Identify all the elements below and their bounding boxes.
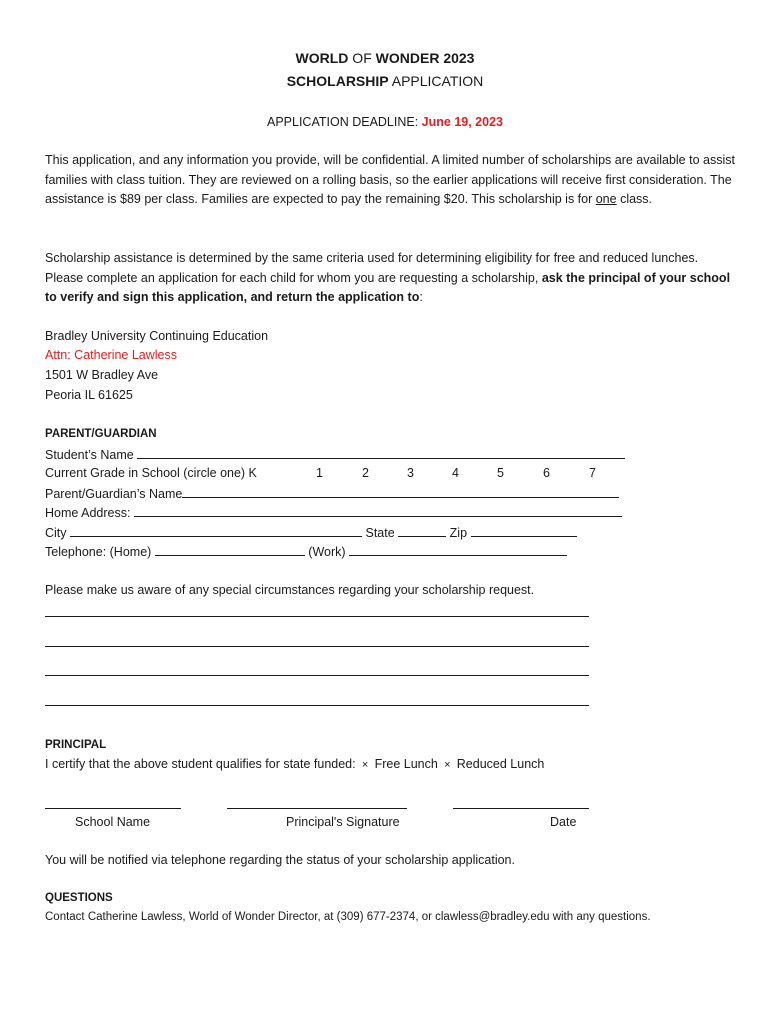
city-label: City xyxy=(45,526,67,540)
state-label: State xyxy=(365,526,395,540)
school-name-label: School Name xyxy=(75,815,151,829)
certify-row xyxy=(45,757,544,771)
school-name-field[interactable] xyxy=(45,808,181,809)
telephone-home-label: Telephone: (Home) xyxy=(45,545,152,559)
title-of: OF xyxy=(348,50,376,66)
free-lunch-checkbox[interactable]: × xyxy=(361,759,369,771)
telephone-work-field[interactable] xyxy=(349,543,567,556)
zip-label: Zip xyxy=(449,526,468,540)
address-street: 1501 W Bradley Ave xyxy=(45,368,159,382)
grade-option-6[interactable]: 6 xyxy=(543,466,550,480)
grade-option-1[interactable]: 1 xyxy=(316,466,323,480)
telephone-home-field[interactable] xyxy=(155,543,305,556)
student-name-row xyxy=(45,446,625,462)
title-scholarship: SCHOLARSHIP xyxy=(286,73,389,89)
deadline-date: June 19, 2023 xyxy=(421,115,503,129)
circumstances-line-2[interactable] xyxy=(45,646,589,647)
date-field[interactable] xyxy=(453,808,589,809)
reduced-lunch-label: Reduced Lunch xyxy=(456,757,545,771)
questions-heading: QUESTIONS xyxy=(45,892,113,904)
address-line-1: Bradley University Continuing Education xyxy=(45,329,269,343)
circumstances-prompt: Please make us aware of any special circumstances regarding your scholarship request. xyxy=(45,583,535,597)
student-name-label: Student’s Name xyxy=(45,448,134,462)
grade-option-2[interactable]: 2 xyxy=(362,466,369,480)
title-world: WORLD xyxy=(295,50,349,66)
form-title-line2 xyxy=(0,73,770,89)
address-attn: Attn: Catherine Lawless xyxy=(45,348,178,362)
city-field[interactable] xyxy=(70,524,362,537)
principal-signature-field[interactable] xyxy=(227,808,407,809)
form-title-line1 xyxy=(0,50,770,66)
intro-p2-end: : xyxy=(419,290,423,304)
zip-field[interactable] xyxy=(471,524,577,537)
intro-p1-underlined: one xyxy=(595,192,617,206)
state-field[interactable] xyxy=(398,524,446,537)
telephone-work-label: (Work) xyxy=(308,545,346,559)
free-lunch-label: Free Lunch xyxy=(374,757,438,771)
intro-p2-text: Scholarship assistance is determined by the same criteria used for determining eligibility for free and reduced lunches. Please complete an application for each child for whom you are requesting a scholarship, xyxy=(45,251,699,285)
deadline-label: APPLICATION DEADLINE: xyxy=(267,115,422,129)
home-address-field[interactable] xyxy=(134,504,622,517)
parent-name-label: Parent/Guardian’s Name xyxy=(45,487,183,501)
city-state-zip-row xyxy=(45,524,577,540)
parent-guardian-heading: PARENT/GUARDIAN xyxy=(45,428,157,440)
grade-label: Current Grade in School (circle one) K xyxy=(45,466,257,480)
date-label: Date xyxy=(550,815,577,829)
title-wonder: WONDER 2023 xyxy=(375,50,475,66)
title-application: APPLICATION xyxy=(388,73,484,89)
home-address-label: Home Address: xyxy=(45,506,131,520)
certify-text: I certify that the above student qualifies for state funded: xyxy=(45,757,356,771)
telephone-row xyxy=(45,543,567,559)
parent-name-field[interactable] xyxy=(182,485,619,498)
circumstances-line-4[interactable] xyxy=(45,705,589,706)
intro-paragraph-2 xyxy=(45,249,735,308)
address-city: Peoria IL 61625 xyxy=(45,388,133,402)
reduced-lunch-checkbox[interactable]: × xyxy=(444,759,451,771)
grade-option-4[interactable]: 4 xyxy=(452,466,459,480)
parent-name-row xyxy=(45,485,619,501)
circumstances-line-3[interactable] xyxy=(45,675,589,676)
home-address-row xyxy=(45,504,622,520)
application-deadline xyxy=(0,115,770,129)
intro-paragraph-1 xyxy=(45,151,735,210)
grade-option-5[interactable]: 5 xyxy=(497,466,504,480)
questions-contact: Contact Catherine Lawless, World of Wonder Director, at (309) 677-2374, or clawless@bradley.edu with any questions. xyxy=(45,911,651,923)
intro-p1-end: class. xyxy=(616,192,653,206)
intro-p1-text: This application, and any information you provide, will be confidential. A limited number of scholarships are available to assist families with class tuition. They are reviewed on a rolling basis, so the earlier applications will receive first consideration. The assistance is $89 per class. Families are expected to pay the remaining $20. This scholarship is for xyxy=(45,153,735,206)
intro-p2-bold: ask the principal of your school to verify and sign this application, and return the application to xyxy=(45,270,731,304)
signature-label: Principal's Signature xyxy=(286,815,400,829)
principal-heading: PRINCIPAL xyxy=(45,739,107,751)
notification-notice: You will be notified via telephone regarding the status of your scholarship application. xyxy=(45,853,515,867)
student-name-field[interactable] xyxy=(137,446,625,459)
grade-option-3[interactable]: 3 xyxy=(407,466,414,480)
grade-option-7[interactable]: 7 xyxy=(589,466,596,480)
circumstances-line-1[interactable] xyxy=(45,616,589,617)
